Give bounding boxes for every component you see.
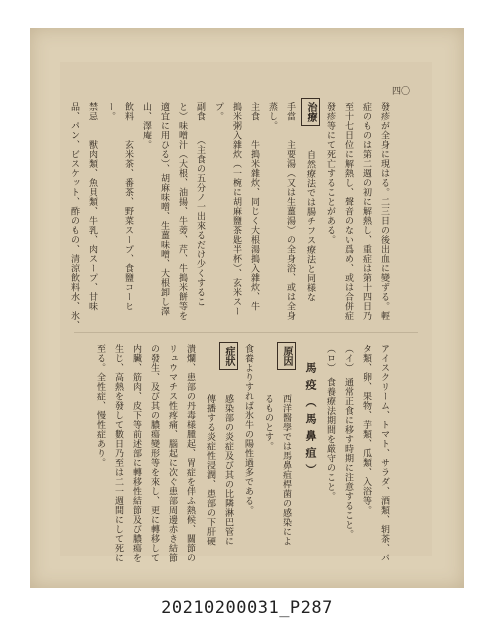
text-column: ー。 <box>105 102 115 121</box>
text-column: （ロ） 食養療法期間を厳守のこと。 <box>325 344 335 501</box>
half-divider <box>74 332 418 333</box>
text-column: 潰爛、患部の丹毒様腫起、胃症を伴ふ熱候、關節の <box>185 344 195 563</box>
image-caption: 20210200031_P287 <box>161 598 333 618</box>
text-column: 發疹が全身に現はる。二三日の後出血に變ずる。輕 <box>379 102 389 321</box>
text-column: リュウマチス性疼痛、腦起に次ぐ患部周邊赤き結節 <box>167 344 177 563</box>
text-column: 傳播する炎症性浸潤、患部の下肝硬 <box>205 394 215 546</box>
book-page <box>60 62 432 563</box>
page-number: 四〇 <box>391 87 410 97</box>
text-column: 品、パン、ビスケット、酢のもの、清涼飲料水、氷、 <box>69 102 79 330</box>
text-column: 蒸し。 <box>267 102 277 131</box>
text-column: 手當 主要湯（又は生薑湯）の全身浴、或は全身 <box>285 102 295 321</box>
text-column: 至る。全性症、慢性症あり。 <box>95 344 105 468</box>
text-column: プ。 <box>213 102 223 121</box>
text-column: 内臟、筋肉、皮下等前述部に轉移性結節及び膿瘍を <box>131 344 141 563</box>
text-column: 山、澤庵。 <box>141 102 151 150</box>
text-column: 發疹等にて死亡することがある。 <box>325 102 335 245</box>
text-column: 適宜に用ひる）、胡麻味噌、生薑味噌、大根卸し澤 <box>159 102 169 316</box>
section-heading-cause: 原因 <box>277 342 296 370</box>
text-column: 副食 （主食の五分ノ一出來るだけ少くするこ <box>195 102 205 307</box>
article-title: 馬疫（馬鼻疽） <box>304 362 317 481</box>
text-column: 禁忌 獸肉類、魚貝類、牛乳、肉スープ、甘味 <box>87 102 97 311</box>
text-column: （イ） 通常正食に移す時期に注意すること。 <box>343 344 353 539</box>
text-column: 西洋醫學では馬鼻疽桿菌の感染によ <box>281 394 291 546</box>
text-column: 主食 牛搗米雜炊、同じく大根湯搗入雜炊、牛 <box>249 102 259 311</box>
text-column: るものとす。 <box>263 394 273 451</box>
section-heading-symptoms: 症狀 <box>219 342 238 370</box>
text-column: 搗米粥入雜炊（一椀に胡麻鹽茶匙半杯）、玄米スー <box>231 102 241 316</box>
text-column: と）味噌汁（大根、油揚、牛蒡、芹、牛搗米餅等を <box>177 102 187 321</box>
text-column: 食養よりすれば氷牛の陽性過多である。 <box>243 344 253 515</box>
scanned-page-paper <box>30 28 464 588</box>
text-column: アイスクリーム、トマト、サラダ、酒類、䢁茶、バ <box>379 344 389 563</box>
text-column: 症のものは第二週の初に解熱し、重症は第十四日乃 <box>361 102 371 321</box>
text-column: の發生、及び其の膿瘍變形等を來し、更に轉移して <box>149 344 159 563</box>
text-column: 感染部の炎症及び其の比隣淋巴管に <box>223 394 233 546</box>
section-heading-treatment: 治療 <box>301 98 320 126</box>
text-column: 飲料 玄米茶、番茶、野菜スープ、食鹽コーヒ <box>123 102 133 311</box>
text-column: 自然療法では腸チフス療法と同様な <box>305 150 315 302</box>
text-column: 生じ、高熱を發して數日乃至は二一週間にして死に <box>113 344 123 563</box>
text-column: タ類、卵、果物、芋類、瓜類、入浴等。 <box>361 344 371 515</box>
text-column: 至十七日位に解熱し、聲音のない爲め、或は合併症 <box>343 102 353 321</box>
